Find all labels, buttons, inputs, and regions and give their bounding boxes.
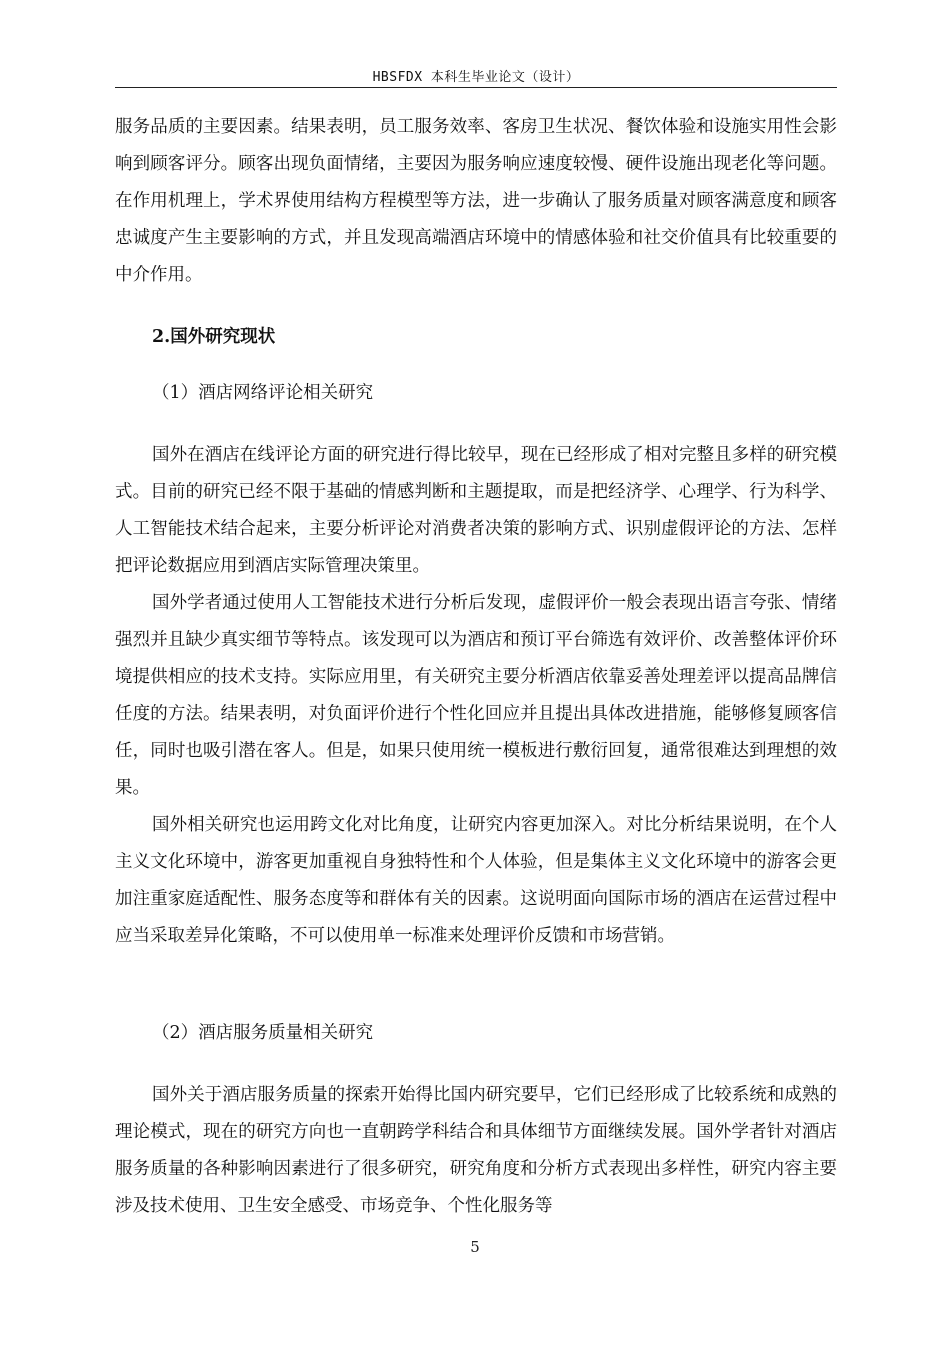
paragraph-4: 国外关于酒店服务质量的探索开始得比国内研究要早，它们已经形成了比较系统和成熟的理论模式，现在的研究方向也一直朝跨学科结合和具体细节方面继续发展。国外学者针对酒店服务质量的各种影响因素进行了很多研究，研究角度和分析方式表现出多样性，研究内容主要涉及技术使用、卫生安全感受、市场竞争、个性化服务等: [115, 1085, 837, 1216]
subsection-heading-1: （1）酒店网络评论相关研究: [152, 383, 374, 403]
paragraph-continued: 服务品质的主要因素。结果表明，员工服务效率、客房卫生状况、餐饮体验和设施实用性会影响到顾客评分。顾客出现负面情绪，主要因为服务响应速度较慢、硬件设施出现老化等问题。在作用机理上，学术界使用结构方程模型等方法，进一步确认了服务质量对顾客满意度和顾客忠诚度产生主要影响的方式，并且发现高端酒店环境中的情感体验和社交价值具有比较重要的中介作用。: [115, 117, 837, 285]
header-rule: [115, 87, 837, 88]
running-header: HBSFDX 本科生毕业论文（设计）: [372, 70, 580, 85]
subsection-heading-2: （2）酒店服务质量相关研究: [152, 1023, 374, 1043]
paragraph-2: 国外学者通过使用人工智能技术进行分析后发现，虚假评价一般会表现出语言夸张、情绪强烈并且缺少真实细节等特点。该发现可以为酒店和预订平台筛选有效评价、改善整体评价环境提供相应的技术支持。实际应用里，有关研究主要分析酒店依靠妥善处理差评以提高品牌信任度的方法。结果表明，对负面评价进行个性化回应并且提出具体改进措施，能够修复顾客信任，同时也吸引潜在客人。但是，如果只使用统一模板进行敷衍回复，通常很难达到理想的效果。: [115, 593, 837, 798]
paragraph-1: 国外在酒店在线评论方面的研究进行得比较早，现在已经形成了相对完整且多样的研究模式。目前的研究已经不限于基础的情感判断和主题提取，而是把经济学、心理学、行为科学、人工智能技术结合起来，主要分析评论对消费者决策的影响方式、识别虚假评论的方法、怎样把评论数据应用到酒店实际管理决策里。: [115, 445, 837, 576]
page-number: 5: [470, 1238, 480, 1256]
section-heading: 2.国外研究现状: [152, 327, 276, 347]
paragraph-3: 国外相关研究也运用跨文化对比角度，让研究内容更加深入。对比分析结果说明，在个人主义文化环境中，游客更加重视自身独特性和个人体验，但是集体主义文化环境中的游客会更加注重家庭适配性、服务态度等和群体有关的因素。这说明面向国际市场的酒店在运营过程中应当采取差异化策略，不可以使用单一标准来处理评价反馈和市场营销。: [115, 815, 837, 946]
